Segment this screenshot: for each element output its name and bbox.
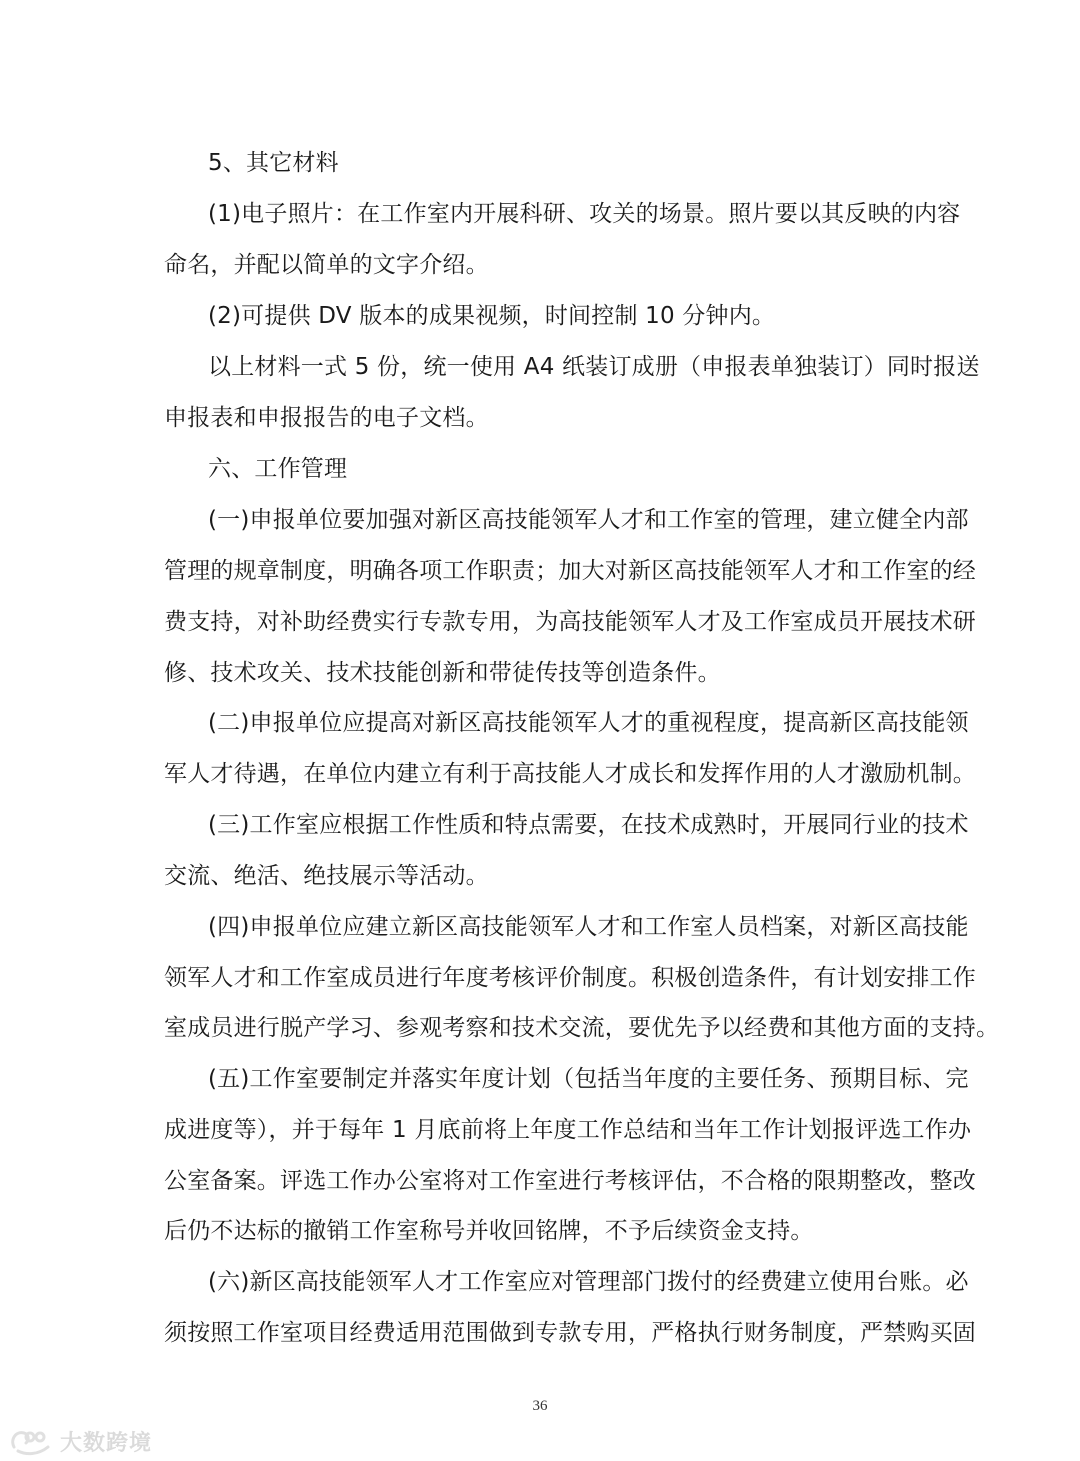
paragraph-line: 后仍不达标的撤销工作室称号并收回铭牌，不予后续资金支持。 — [164, 1218, 814, 1244]
paragraph-line: 命名，并配以简单的文字介绍。 — [164, 252, 489, 278]
watermark — [8, 1424, 152, 1458]
paragraph-line: (三)工作室应根据工作性质和特点需要，在技术成熟时，开展同行业的技术 — [208, 812, 969, 838]
paragraph-line: (2)可提供 DV 版本的成果视频，时间控制 10 分钟内。 — [208, 303, 776, 329]
paragraph-line: (五)工作室要制定并落实年度计划（包括当年度的主要任务、预期目标、完 — [208, 1066, 969, 1092]
paragraph-line: 公室备案。评选工作办公室将对工作室进行考核评估，不合格的限期整改，整改 — [164, 1168, 976, 1194]
paragraph-line: (1)电子照片：在工作室内开展科研、攻关的场景。照片要以其反映的内容 — [208, 201, 961, 227]
paragraph-line: 管理的规章制度，明确各项工作职责；加大对新区高技能领军人才和工作室的经 — [164, 558, 976, 584]
paragraph-line: 修、技术攻关、技术技能创新和带徒传技等创造条件。 — [164, 660, 721, 686]
watermark-logo-icon — [8, 1425, 56, 1457]
watermark-text: 大数跨境 — [60, 1430, 153, 1456]
heading-other-materials: 5、其它材料 — [208, 150, 339, 176]
paragraph-line: 室成员进行脱产学习、参观考察和技术交流，要优先予以经费和其他方面的支持。 — [164, 1015, 1000, 1041]
paragraph-line: 申报表和申报报告的电子文档。 — [164, 405, 489, 431]
paragraph-line: 须按照工作室项目经费适用范围做到专款专用，严格执行财务制度，严禁购买固 — [164, 1320, 976, 1346]
paragraph-line: 交流、绝活、绝技展示等活动。 — [164, 863, 489, 889]
heading-work-management: 六、工作管理 — [208, 456, 348, 482]
page-number: 36 — [532, 1398, 548, 1414]
paragraph-line: 成进度等），并于每年 1 月底前将上年度工作总结和当年工作计划报评选工作办 — [164, 1117, 972, 1143]
paragraph-line: 费支持，对补助经费实行专款专用，为高技能领军人才及工作室成员开展技术研 — [164, 609, 976, 635]
paragraph-line: (二)申报单位应提高对新区高技能领军人才的重视程度，提高新区高技能领 — [208, 710, 969, 736]
paragraph-line: (六)新区高技能领军人才工作室应对管理部门拨付的经费建立使用台账。必 — [208, 1269, 969, 1295]
paragraph-line: (四)申报单位应建立新区高技能领军人才和工作室人员档案，对新区高技能 — [208, 914, 969, 940]
paragraph-line: 领军人才和工作室成员进行年度考核评价制度。积极创造条件，有计划安排工作 — [164, 965, 976, 991]
paragraph-line: 以上材料一式 5 份，统一使用 A4 纸装订成册（申报表单独装订）同时报送 — [208, 354, 980, 380]
paragraph-line: 军人才待遇，在单位内建立有利于高技能人才成长和发挥作用的人才激励机制。 — [164, 761, 976, 787]
paragraph-line: (一)申报单位要加强对新区高技能领军人才和工作室的管理，建立健全内部 — [208, 507, 969, 533]
